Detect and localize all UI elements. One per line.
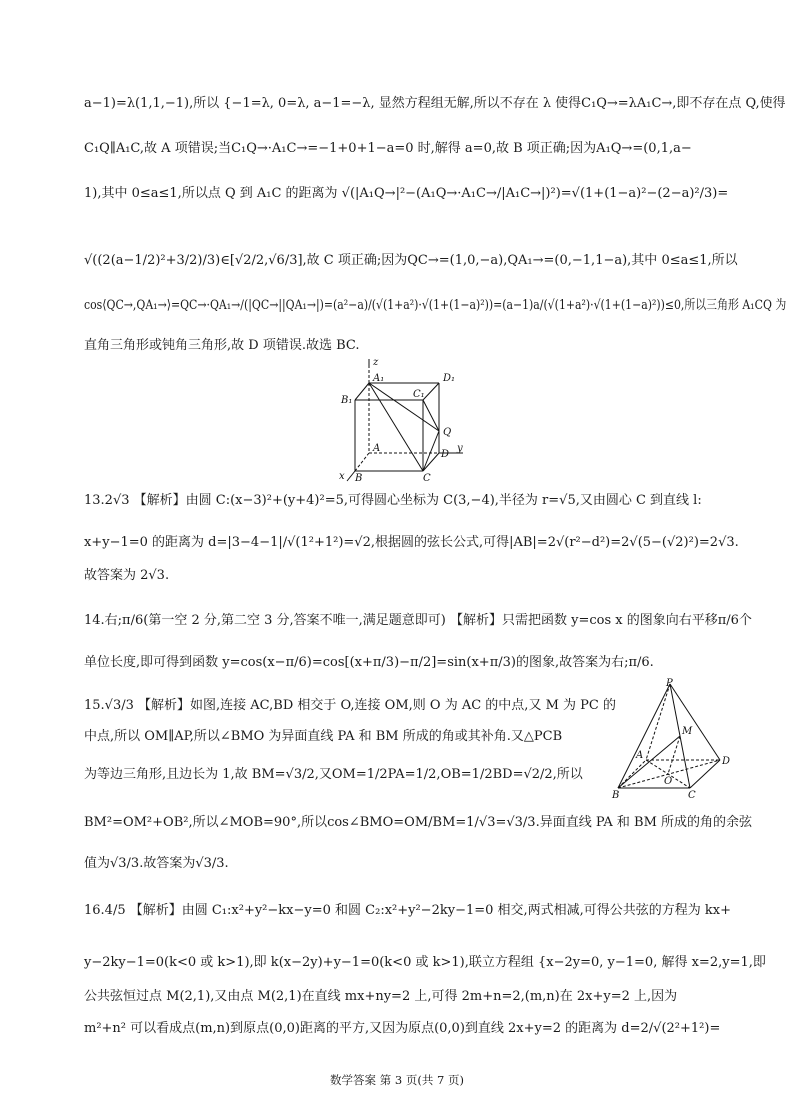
text-line: 16.4/5 【解析】由圆 C₁:x²+y²−kx−y=0 和圆 C₂:x²+y²−2ky−1=0 相交,两式相减,可得公共弦的方程为 kx+ — [84, 903, 732, 918]
text-line: a−1)=λ(1,1,−1),所以 {−1=λ, 0=λ, a−1=−λ, 显然方程组无解,所以不存在 λ 使得C₁Q→=λA₁C→,即不存在点 Q,使得 — [84, 96, 786, 111]
cube-figure — [335, 355, 475, 485]
cube-label: A — [373, 443, 381, 454]
text-line: x+y−1=0 的距离为 d=|3−4−1|/√(1²+1²)=√2,根据圆的弦长公式,可得|AB|=2√(r²−d²)=2√(5−(√2)²)=2√3. — [84, 535, 739, 550]
cube-label: x — [339, 471, 345, 482]
pyramid-label: D — [722, 756, 731, 767]
text-line: 13.2√3 【解析】由圆 C:(x−3)²+(y+4)²=5,可得圆心坐标为 C(3,−4),半径为 r=√5,又由圆心 C 到直线 l: — [84, 493, 702, 508]
pyramid-label: O — [664, 776, 673, 787]
text-line: m²+n² 可以看成点(m,n)到原点(0,0)距离的平方,又因为原点(0,0)到直线 2x+y=2 的距离为 d=2/√(2²+1²)= — [84, 1021, 721, 1036]
text-line: y−2ky−1=0(k<0 或 k>1),即 k(x−2y)+y−1=0(k<0 或 k>1),联立方程组 {x−2y=0, y−1=0, 解得 x=2,y=1,即 — [84, 955, 766, 970]
pyramid-label: C — [688, 790, 696, 800]
text-line: C₁Q∥A₁C,故 A 项错误;当C₁Q→·A₁C→=−1+0+1−a=0 时,解得 a=0,故 B 项正确;因为A₁Q→=(0,1,a− — [84, 141, 692, 156]
text-line: 中点,所以 OM∥AP,所以∠BMO 为异面直线 PA 和 BM 所成的角或其补角.又△PCB — [84, 729, 563, 744]
cube-label: D — [441, 449, 450, 460]
pyramid-label: P — [666, 678, 673, 689]
text-line: 公共弦恒过点 M(2,1),又由点 M(2,1)在直线 mx+ny=2 上,可得 2m+n=2,(m,n)在 2x+y=2 上,因为 — [84, 989, 678, 1004]
text-line: 14.右;π/6(第一空 2 分,第二空 3 分,答案不唯一,满足题意即可) 【解析】只需把函数 y=cos x 的图象向右平移π/6个 — [84, 613, 752, 628]
cube-label: C — [423, 473, 431, 484]
pyramid-label: M — [682, 726, 693, 737]
text-line: √((2(a−1/2)²+3/2)/3)∈[√2/2,√6/3],故 C 项正确;因为QC→=(1,0,−a),QA₁→=(0,−1,1−a),其中 0≤a≤1,所以 — [84, 253, 738, 268]
pyramid-label: A — [636, 750, 644, 761]
cube-label: A₁ — [373, 373, 385, 384]
text-line: 值为√3/3.故答案为√3/3. — [84, 856, 229, 871]
cube-label: C₁ — [413, 389, 425, 400]
cube-label: z — [373, 357, 379, 368]
pyramid-label: B — [612, 790, 620, 800]
cube-label: B — [355, 473, 363, 484]
page-footer: 数学答案 第 3 页(共 7 页) — [330, 1073, 464, 1087]
text-line: 15.√3/3 【解析】如图,连接 AC,BD 相交于 O,连接 OM,则 O 为 AC 的中点,又 M 为 PC 的 — [84, 698, 616, 713]
text-line: 直角三角形或钝角三角形,故 D 项错误.故选 BC. — [84, 338, 360, 353]
text-line: BM²=OM²+OB²,所以∠MOB=90°,所以cos∠BMO=OM/BM=1/√3=√3/3.异面直线 PA 和 BM 所成的角的余弦 — [84, 815, 753, 830]
text-line: 单位长度,即可得到函数 y=cos(x−π/6)=cos[(x+π/3)−π/2]=sin(x+π/3)的图象,故答案为右;π/6. — [84, 655, 654, 670]
text-line: 为等边三角形,且边长为 1,故 BM=√3/2,又OM=1/2PA=1/2,OB=1/2BD=√2/2,所以 — [84, 767, 583, 782]
cube-label: Q — [443, 427, 452, 438]
text-line: 故答案为 2√3. — [84, 568, 170, 583]
cube-label: B₁ — [341, 395, 353, 406]
pyramid-figure — [610, 678, 740, 800]
cube-label: y — [457, 443, 463, 454]
cube-label: D₁ — [443, 373, 456, 384]
text-line: cos⟨QC→,QA₁→⟩=QC→·QA₁→/(|QC→||QA₁→|)=(a²−a)/(√(1+a²)·√(1+(1−a)²))=(a−1)a/(√(1+a²)·√(1+(1−a)²))≤0,所以三角形 A₁CQ 为 — [84, 298, 787, 313]
text-line: 1),其中 0≤a≤1,所以点 Q 到 A₁C 的距离为 √(|A₁Q→|²−(A₁Q→·A₁C→/|A₁C→|)²)=√(1+(1−a)²−(2−a)²/3)= — [84, 186, 729, 201]
